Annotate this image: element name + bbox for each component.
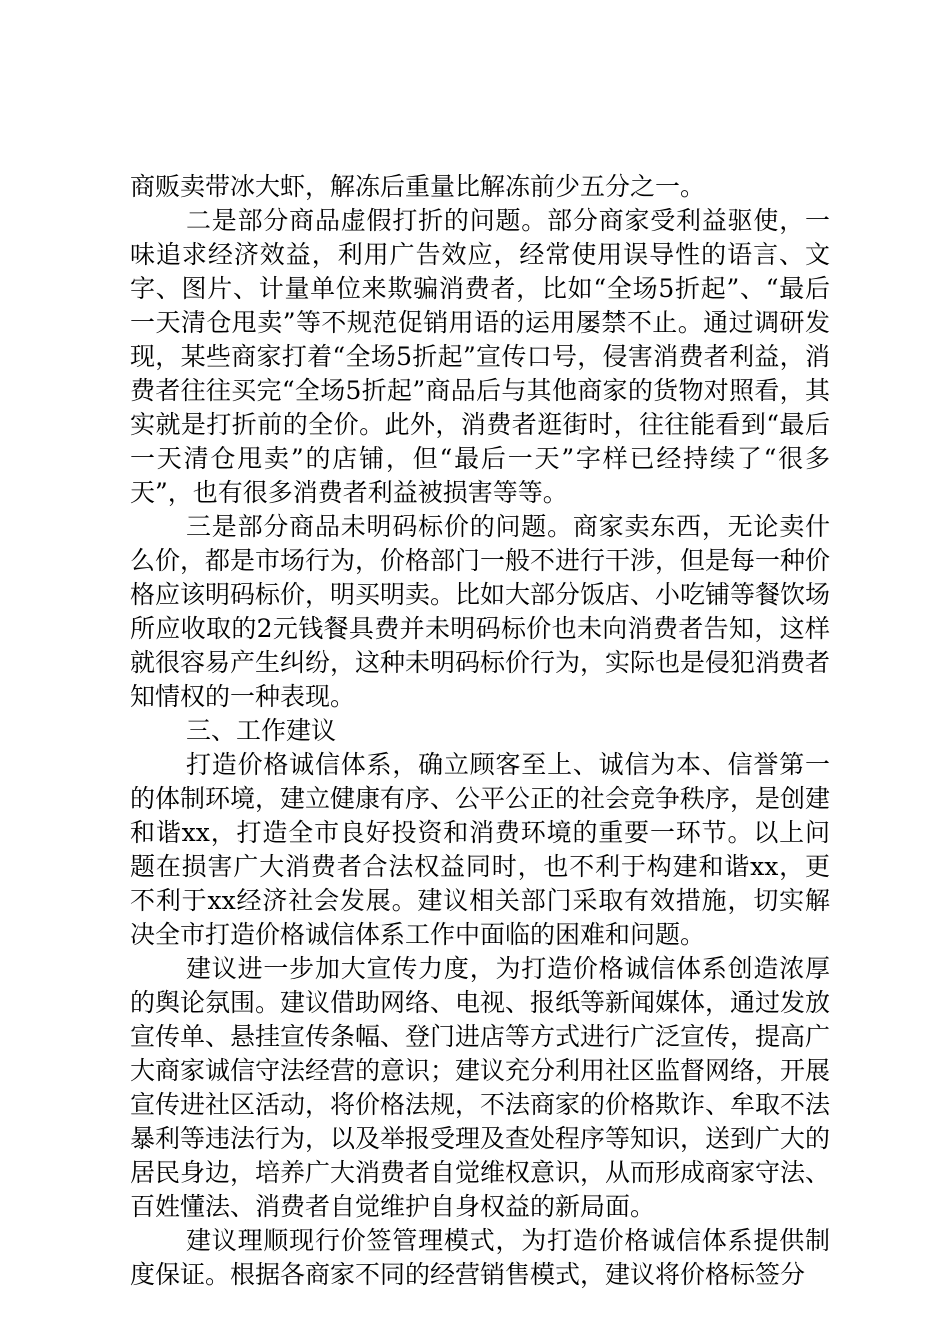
paragraph-false-discount: 二是部分商品虚假打折的问题。部分商家受利益驱使，一味追求经济效益，利用广告效应，经常使用误导性的语言、文字、图片、计量单位来欺骗消费者，比如“全场5折起”、“最后一天清仓甩卖”等不规范促销用语的运用屡禁不止。通过调研发现，某些商家打着“全场5折起”宣传口号，侵害消费者利益，消费者往往买完“全场5折起”商品后与其他商家的货物对照看，其实就是打折前的全价。此外，消费者逛街时，往往能看到“最后一天清仓甩卖”的店铺，但“最后一天”字样已经持续了“很多天”，也有很多消费者利益被损害等等。 (130, 206, 830, 507)
section-heading-work-suggestions: 三、工作建议 (186, 716, 337, 745)
paragraph-continuation: 商贩卖带冰大虾，解冻后重量比解冻前少五分之一。 (130, 172, 706, 201)
paragraph-publicity: 建议进一步加大宣传力度，为打造价格诚信体系创造浓厚的舆论氛围。建议借助网络、电视、报纸等新闻媒体，通过发放宣传单、悬挂宣传条幅、登门进店等方式进行广泛宣传，提高广大商家诚信守法经营的意识；建议充分利用社区监督网络，开展宣传进社区活动，将价格法规，不法商家的价格欺诈、牟取不法暴利等违法行为，以及举报受理及查处程序等知识，送到广大的居民身边，培养广大消费者自觉维权意识，从而形成商家守法、百姓懂法、消费者自觉维护自身权益的新局面。 (130, 954, 831, 1221)
paragraph-integrity-system: 打造价格诚信体系，确立顾客至上、诚信为本、信誉第一的体制环境，建立健康有序、公平公正的社会竞争秩序，是创建和谐xx，打造全市良好投资和消费环境的重要一环节。以上问题在损害广大消费者合法权益同时，也不利于构建和谐xx，更不利于xx经济社会发展。建议相关部门采取有效措施，切实解决全市打造价格诚信体系工作中面临的困难和问题。 (130, 750, 831, 949)
document-body (130, 170, 830, 1292)
paragraph-unmarked-price: 三是部分商品未明码标价的问题。商家卖东西，无论卖什么价，都是市场行为，价格部门一般不进行干涉，但是每一种价格应该明码标价，明买明卖。比如大部分饭店、小吃铺等餐饮场所应收取的2元钱餐具费并未明码标价也未向消费者告知，这样就很容易产生纠纷，这种未明码标价行为，实际也是侵犯消费者知情权的一种表现。 (130, 512, 831, 711)
paragraph-price-tag-management: 建议理顺现行价签管理模式，为打造价格诚信体系提供制度保证。根据各商家不同的经营销售模式，建议将价格标签分 (130, 1226, 830, 1289)
